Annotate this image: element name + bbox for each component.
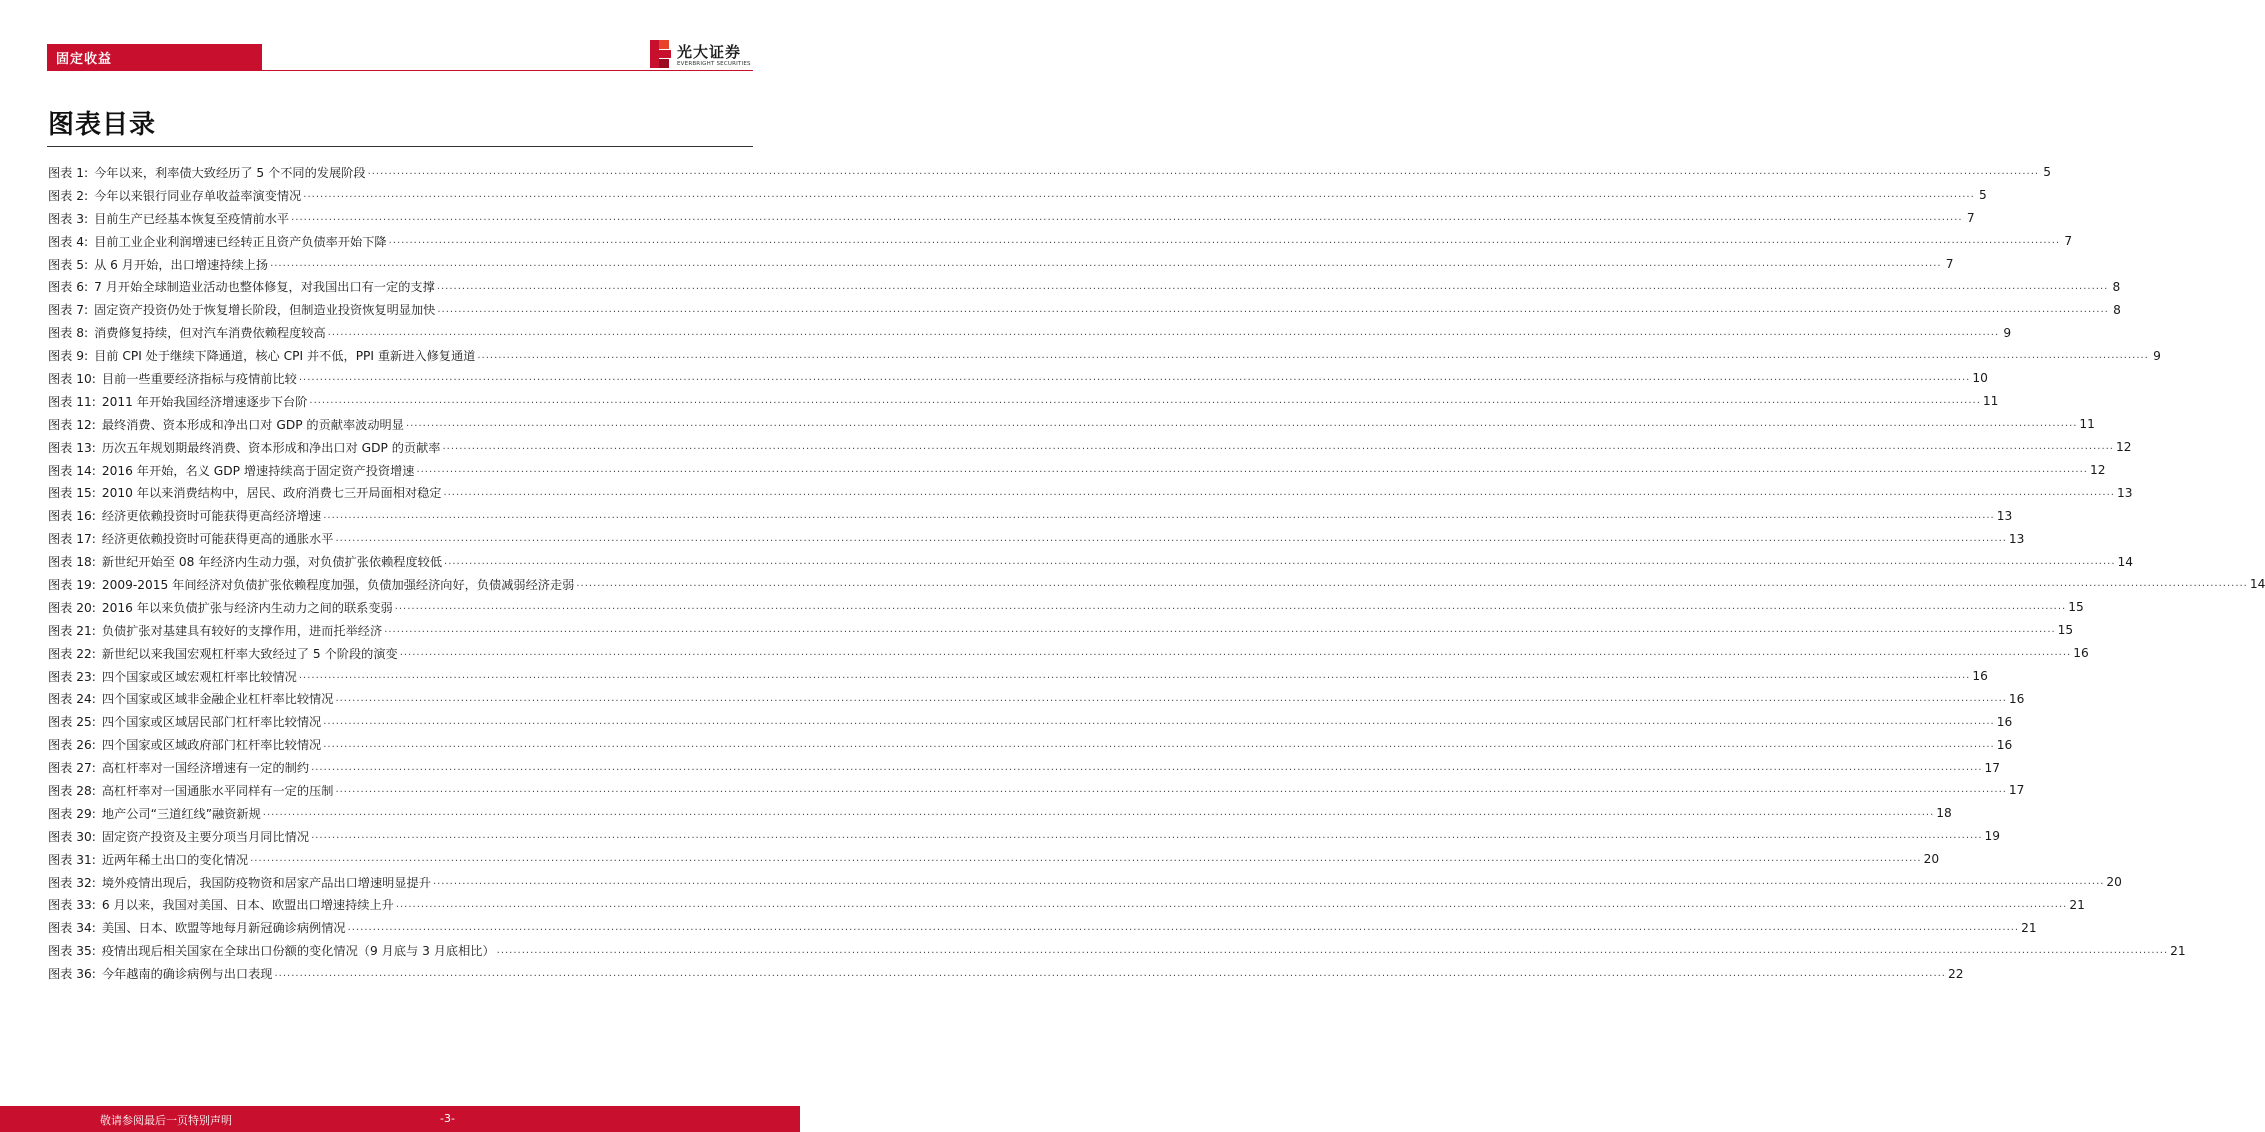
toc-entry-page: 16 (1996, 714, 2013, 729)
toc-entry-title: 四个国家或区域居民部门杠杆率比较情况 (101, 715, 322, 730)
toc-entry-page: 21 (2069, 897, 2085, 912)
toc-leader-dots: ................................................................................................................................................................................................................................................................................................................................................................................................................ (477, 349, 2149, 361)
toc-entry-title: 固定资产投资仍处于恢复增长阶段，但制造业投资恢复明显加快 (94, 303, 436, 318)
toc-entry-title: 近两年稀土出口的变化情况 (101, 852, 249, 867)
toc-entry-label: 图表 22: (48, 646, 96, 661)
toc-leader-dots: ................................................................................................................................................................................................................................................................................................................................................................................................................ (395, 898, 2068, 910)
toc-entry-page: 18 (1936, 806, 1952, 821)
toc-leader-dots: ................................................................................................................................................................................................................................................................................................................................................................................................................ (335, 532, 2007, 544)
toc-entry-title: 2009-2015 年间经济对负债扩张依赖程度加强，负债加强经济向好，负债减弱经济走弱 (101, 577, 575, 592)
toc-entry-label: 图表 31: (48, 852, 96, 867)
toc-entry-label: 图表 7: (48, 303, 89, 318)
toc-leader-dots: ................................................................................................................................................................................................................................................................................................................................................................................................................ (303, 189, 1975, 201)
toc-entry[interactable] (48, 550, 2134, 573)
toc-entry-page: 16 (1996, 737, 2013, 752)
toc-leader-dots: ................................................................................................................................................................................................................................................................................................................................................................................................................ (432, 876, 2105, 888)
toc-entry[interactable] (48, 710, 2013, 733)
toc-entry[interactable] (48, 207, 1975, 230)
toc-entry[interactable] (48, 848, 1940, 871)
toc-entry-label: 图表 28: (48, 783, 96, 798)
toc-leader-dots: ................................................................................................................................................................................................................................................................................................................................................................................................................ (443, 486, 2115, 498)
toc-entry-title: 疫情出现后相关国家在全球出口份额的变化情况（9 月底与 3 月底相比） (101, 944, 495, 959)
toc-leader-dots: ................................................................................................................................................................................................................................................................................................................................................................................................................ (416, 464, 2088, 476)
toc-entry-title: 负债扩张对基建具有较好的支撑作用，进而托举经济 (101, 623, 383, 638)
toc-entry-label: 图表 21: (48, 623, 96, 638)
toc-entry[interactable] (48, 230, 2073, 253)
toc-entry-label: 图表 36: (48, 967, 96, 982)
toc-entry-label: 图表 26: (48, 738, 96, 753)
toc-leader-dots: ................................................................................................................................................................................................................................................................................................................................................................................................................ (323, 509, 1995, 521)
toc-entry-title: 目前工业企业利润增速已经转正且资产负债率开始下降 (94, 234, 387, 249)
toc-entry-label: 图表 11: (48, 394, 96, 409)
toc-entry-label: 图表 14: (48, 463, 96, 478)
toc-entry-title: 高杠杆率对一国通胀水平同样有一定的压制 (101, 783, 334, 798)
toc-entry-title: 从 6 月开始，出口增速持续上扬 (94, 257, 269, 272)
toc-leader-dots: ................................................................................................................................................................................................................................................................................................................................................................................................................ (335, 692, 2007, 704)
toc-entry-label: 图表 1: (48, 165, 89, 180)
toc-entry[interactable] (48, 939, 2186, 962)
toc-entry[interactable] (48, 459, 2106, 482)
toc-entry-page: 7 (1945, 257, 1954, 271)
toc-entry-page: 20 (1923, 852, 1940, 867)
toc-entry[interactable] (48, 275, 2121, 298)
toc-leader-dots: ................................................................................................................................................................................................................................................................................................................................................................................................................ (405, 418, 2078, 430)
toc-entry[interactable] (48, 390, 1999, 413)
toc-leader-dots: ................................................................................................................................................................................................................................................................................................................................................................................................................ (250, 853, 1922, 865)
toc-entry[interactable] (48, 894, 2085, 917)
toc-entry-page: 5 (2043, 165, 2052, 180)
toc-entry[interactable] (48, 184, 1987, 207)
toc-leader-dots: ................................................................................................................................................................................................................................................................................................................................................................................................................ (298, 670, 1971, 682)
toc-entry-label: 图表 25: (48, 715, 96, 730)
toc-leader-dots: ................................................................................................................................................................................................................................................................................................................................................................................................................ (347, 921, 2020, 933)
toc-entry[interactable] (48, 413, 2095, 436)
toc-entry-label: 图表 13: (48, 440, 96, 455)
toc-entry-page: 21 (2170, 943, 2186, 958)
toc-leader-dots: ................................................................................................................................................................................................................................................................................................................................................................................................................ (323, 715, 1995, 727)
toc-entry[interactable] (48, 527, 2025, 550)
toc-leader-dots: ................................................................................................................................................................................................................................................................................................................................................................................................................ (323, 738, 1995, 750)
toc-entry-title: 消费修复持续，但对汽车消费依赖程度较高 (94, 326, 326, 341)
toc-entry-label: 图表 5: (48, 257, 89, 272)
toc-entry-page: 7 (1966, 211, 1975, 226)
toc-entry[interactable] (48, 916, 2037, 939)
toc-entry-page: 13 (1996, 508, 2013, 523)
toc-leader-dots: ................................................................................................................................................................................................................................................................................................................................................................................................................ (335, 784, 2007, 796)
toc-leader-dots: ................................................................................................................................................................................................................................................................................................................................................................................................................ (270, 258, 1942, 269)
toc-entry-label: 图表 6: (48, 280, 89, 295)
toc-entry[interactable] (48, 756, 2001, 779)
toc-entry-page: 16 (2008, 691, 2025, 706)
brand-name-cn: 光大证券 (677, 43, 742, 61)
toc-entry-page: 8 (2113, 302, 2121, 317)
toc-entry-title: 美国、日本、欧盟等地每月新冠确诊病例情况 (101, 921, 346, 936)
toc-entry-title: 目前一些重要经济指标与疫情前比较 (101, 371, 297, 386)
toc-leader-dots: ................................................................................................................................................................................................................................................................................................................................................................................................................ (442, 441, 2114, 453)
toc-entry-title: 历次五年规划期最终消费、资本形成和净出口对 GDP 的贡献率 (101, 440, 441, 455)
footer-disclaimer: 敬请参阅最后一页特别声明 (100, 1114, 232, 1127)
toc-entry-page: 12 (2089, 463, 2106, 478)
page-title: 图表目录 (48, 110, 157, 140)
toc-entry[interactable] (48, 619, 2074, 642)
toc-entry[interactable] (48, 298, 2121, 321)
toc-entry-page: 11 (1982, 394, 1999, 409)
toc-entry-label: 图表 23: (48, 669, 96, 684)
toc-entry[interactable] (48, 825, 2001, 848)
brand-logo (650, 40, 760, 70)
toc-entry-title: 四个国家或区域政府部门杠杆率比较情况 (101, 738, 322, 753)
toc-entry-page: 7 (2064, 234, 2073, 249)
toc-entry-page: 16 (1972, 669, 1988, 684)
toc-leader-dots: ................................................................................................................................................................................................................................................................................................................................................................................................................ (367, 166, 2040, 178)
toc-entry[interactable] (48, 687, 2025, 710)
toc-entry-page: 19 (1984, 829, 2001, 844)
toc-entry[interactable] (48, 779, 2025, 802)
toc-entry-page: 9 (2003, 325, 2012, 340)
toc-entry[interactable] (48, 344, 2161, 367)
toc-entry-page: 14 (2249, 577, 2265, 592)
toc-entry-label: 图表 3: (48, 211, 89, 226)
toc-entry[interactable] (48, 573, 2265, 596)
toc-leader-dots: ................................................................................................................................................................................................................................................................................................................................................................................................................ (437, 303, 2109, 315)
brand-name-en: EVERBRIGHT SECURITIES (677, 61, 751, 67)
toc-entry-label: 图表 34: (48, 921, 96, 936)
toc-entry-page: 14 (2117, 554, 2134, 569)
toc-entry-title: 固定资产投资及主要分项当月同比情况 (101, 829, 310, 844)
toc-entry-title: 目前生产已经基本恢复至疫情前水平 (94, 211, 290, 226)
toc-entry-title: 目前 CPI 处于继续下降通道，核心 CPI 并不低，PPI 重新进入修复通道 (94, 349, 476, 364)
toc-entry-label: 图表 4: (48, 234, 89, 249)
toc-entry[interactable] (48, 596, 2084, 619)
toc-entry[interactable] (48, 642, 2089, 665)
toc-entry-page: 13 (2008, 531, 2025, 546)
toc-entry-page: 13 (2116, 485, 2133, 500)
toc-entry-title: 地产公司“三道红线”融资新规 (101, 806, 261, 821)
toc-entry-label: 图表 29: (48, 806, 96, 821)
toc-entry-title: 四个国家或区域宏观杠杆率比较情况 (101, 669, 297, 684)
toc-entry-label: 图表 19: (48, 577, 96, 592)
toc-entry[interactable] (48, 504, 2013, 527)
toc-entry[interactable] (48, 733, 2013, 756)
header-rule (47, 70, 753, 71)
toc-entry-title: 新世纪以来我国宏观杠杆率大致经过了 5 个阶段的演变 (101, 646, 398, 661)
toc-entry-label: 图表 24: (48, 692, 96, 707)
toc-entry[interactable] (48, 436, 2132, 459)
footer-bar (0, 1106, 800, 1132)
toc-entry-title: 今年越南的确诊病例与出口表现 (101, 967, 273, 982)
toc-leader-dots: ................................................................................................................................................................................................................................................................................................................................................................................................................ (394, 601, 2067, 613)
toc-entry-label: 图表 15: (48, 486, 96, 501)
footer-page-number: -3- (440, 1112, 455, 1125)
toc-entry-page: 16 (2073, 646, 2089, 661)
toc-entry-label: 图表 32: (48, 875, 96, 890)
everbright-logo-icon (650, 40, 672, 68)
toc-entry-label: 图表 27: (48, 761, 96, 776)
toc-leader-dots: ................................................................................................................................................................................................................................................................................................................................................................................................................ (311, 761, 1983, 773)
toc-entry-label: 图表 35: (48, 944, 96, 959)
toc-entry-title: 今年以来，利率债大致经历了 5 个不同的发展阶段 (94, 165, 366, 180)
toc-entry-label: 图表 30: (48, 829, 96, 844)
toc-list (48, 161, 2265, 985)
toc-entry-page: 22 (1947, 966, 1964, 981)
toc-entry-title: 新世纪开始至 08 年经济内生动力强，对负债扩张依赖程度较低 (101, 555, 443, 570)
toc-entry-label: 图表 2: (48, 188, 89, 203)
toc-entry-label: 图表 8: (48, 326, 89, 341)
toc-entry-title: 境外疫情出现后，我国防疫物资和居家产品出口增速明显提升 (101, 875, 431, 890)
toc-entry-page: 17 (2008, 783, 2025, 798)
toc-entry-title: 6 月以来，我国对美国、日本、欧盟出口增速持续上升 (101, 898, 394, 913)
toc-leader-dots: ................................................................................................................................................................................................................................................................................................................................................................................................................ (274, 967, 1946, 979)
toc-entry-label: 图表 9: (48, 349, 89, 364)
toc-entry-page: 21 (2021, 920, 2037, 935)
toc-leader-dots: ................................................................................................................................................................................................................................................................................................................................................................................................................ (327, 326, 2000, 338)
toc-entry-title: 2016 年以来负债扩张与经济内生动力之间的联系变弱 (101, 600, 393, 615)
toc-entry-page: 8 (2112, 279, 2121, 294)
toc-leader-dots: ................................................................................................................................................................................................................................................................................................................................................................................................................ (262, 807, 1935, 819)
toc-leader-dots: ................................................................................................................................................................................................................................................................................................................................................................................................................ (496, 944, 2169, 956)
toc-entry-title: 2016 年开始，名义 GDP 增速持续高于固定资产投资增速 (101, 463, 415, 478)
toc-entry[interactable] (48, 665, 1988, 688)
toc-entry[interactable] (48, 481, 2133, 504)
header-section-label: 固定收益 (56, 52, 113, 67)
toc-leader-dots: ................................................................................................................................................................................................................................................................................................................................................................................................................ (436, 280, 2109, 292)
toc-entry-page: 15 (2068, 600, 2084, 615)
toc-entry-page: 12 (2115, 440, 2132, 455)
title-rule (47, 146, 753, 147)
toc-leader-dots: ................................................................................................................................................................................................................................................................................................................................................................................................................ (309, 395, 1981, 407)
toc-entry-title: 经济更依赖投资时可能获得更高的通胀水平 (101, 532, 334, 547)
toc-entry-page: 15 (2057, 623, 2074, 638)
toc-entry[interactable] (48, 321, 2012, 344)
toc-entry-title: 最终消费、资本形成和净出口对 GDP 的贡献率波动明显 (101, 417, 404, 432)
toc-entry-title: 经济更依赖投资时可能获得更高经济增速 (101, 509, 322, 524)
toc-entry-page: 17 (1984, 760, 2001, 775)
toc-leader-dots: ................................................................................................................................................................................................................................................................................................................................................................................................................ (576, 578, 2248, 590)
header-section-bar (47, 44, 262, 71)
toc-entry[interactable] (48, 161, 2052, 184)
toc-leader-dots: ................................................................................................................................................................................................................................................................................................................................................................................................................ (444, 555, 2116, 567)
toc-entry-title: 四个国家或区域非金融企业杠杆率比较情况 (101, 692, 334, 707)
toc-entry-title: 7 月开始全球制造业活动也整体修复，对我国出口有一定的支撑 (94, 280, 435, 295)
toc-entry[interactable] (48, 367, 1988, 390)
toc-entry-label: 图表 33: (48, 898, 96, 913)
toc-leader-dots: ................................................................................................................................................................................................................................................................................................................................................................................................................ (311, 830, 1983, 842)
toc-entry-label: 图表 17: (48, 532, 96, 547)
toc-entry-label: 图表 18: (48, 555, 96, 570)
toc-entry-label: 图表 12: (48, 417, 96, 432)
toc-leader-dots: ................................................................................................................................................................................................................................................................................................................................................................................................................ (298, 372, 1971, 384)
toc-entry-label: 图表 10: (48, 371, 96, 386)
toc-entry-title: 2011 年开始我国经济增速逐步下台阶 (101, 394, 308, 409)
toc-entry-page: 5 (1979, 188, 1987, 203)
toc-entry-title: 2010 年以来消费结构中，居民、政府消费七三开局面相对稳定 (101, 486, 442, 501)
toc-leader-dots: ................................................................................................................................................................................................................................................................................................................................................................................................................ (399, 647, 2072, 659)
toc-entry[interactable] (48, 871, 2122, 894)
toc-entry[interactable] (48, 802, 1952, 825)
toc-leader-dots: ................................................................................................................................................................................................................................................................................................................................................................................................................ (291, 212, 1963, 224)
toc-entry-title: 今年以来银行同业存单收益率演变情况 (94, 188, 302, 203)
toc-entry-page: 9 (2153, 348, 2161, 363)
toc-entry-title: 高杠杆率对一国经济增速有一定的制约 (101, 761, 310, 776)
toc-entry[interactable] (48, 962, 1964, 985)
toc-leader-dots: ................................................................................................................................................................................................................................................................................................................................................................................................................ (388, 235, 2061, 247)
toc-entry-page: 11 (2079, 417, 2095, 432)
toc-entry[interactable] (48, 253, 1954, 276)
toc-entry-label: 图表 20: (48, 600, 96, 615)
toc-entry-page: 20 (2106, 875, 2122, 890)
toc-entry-label: 图表 16: (48, 509, 96, 524)
toc-entry-page: 10 (1972, 371, 1988, 386)
toc-leader-dots: ................................................................................................................................................................................................................................................................................................................................................................................................................ (384, 624, 2056, 636)
